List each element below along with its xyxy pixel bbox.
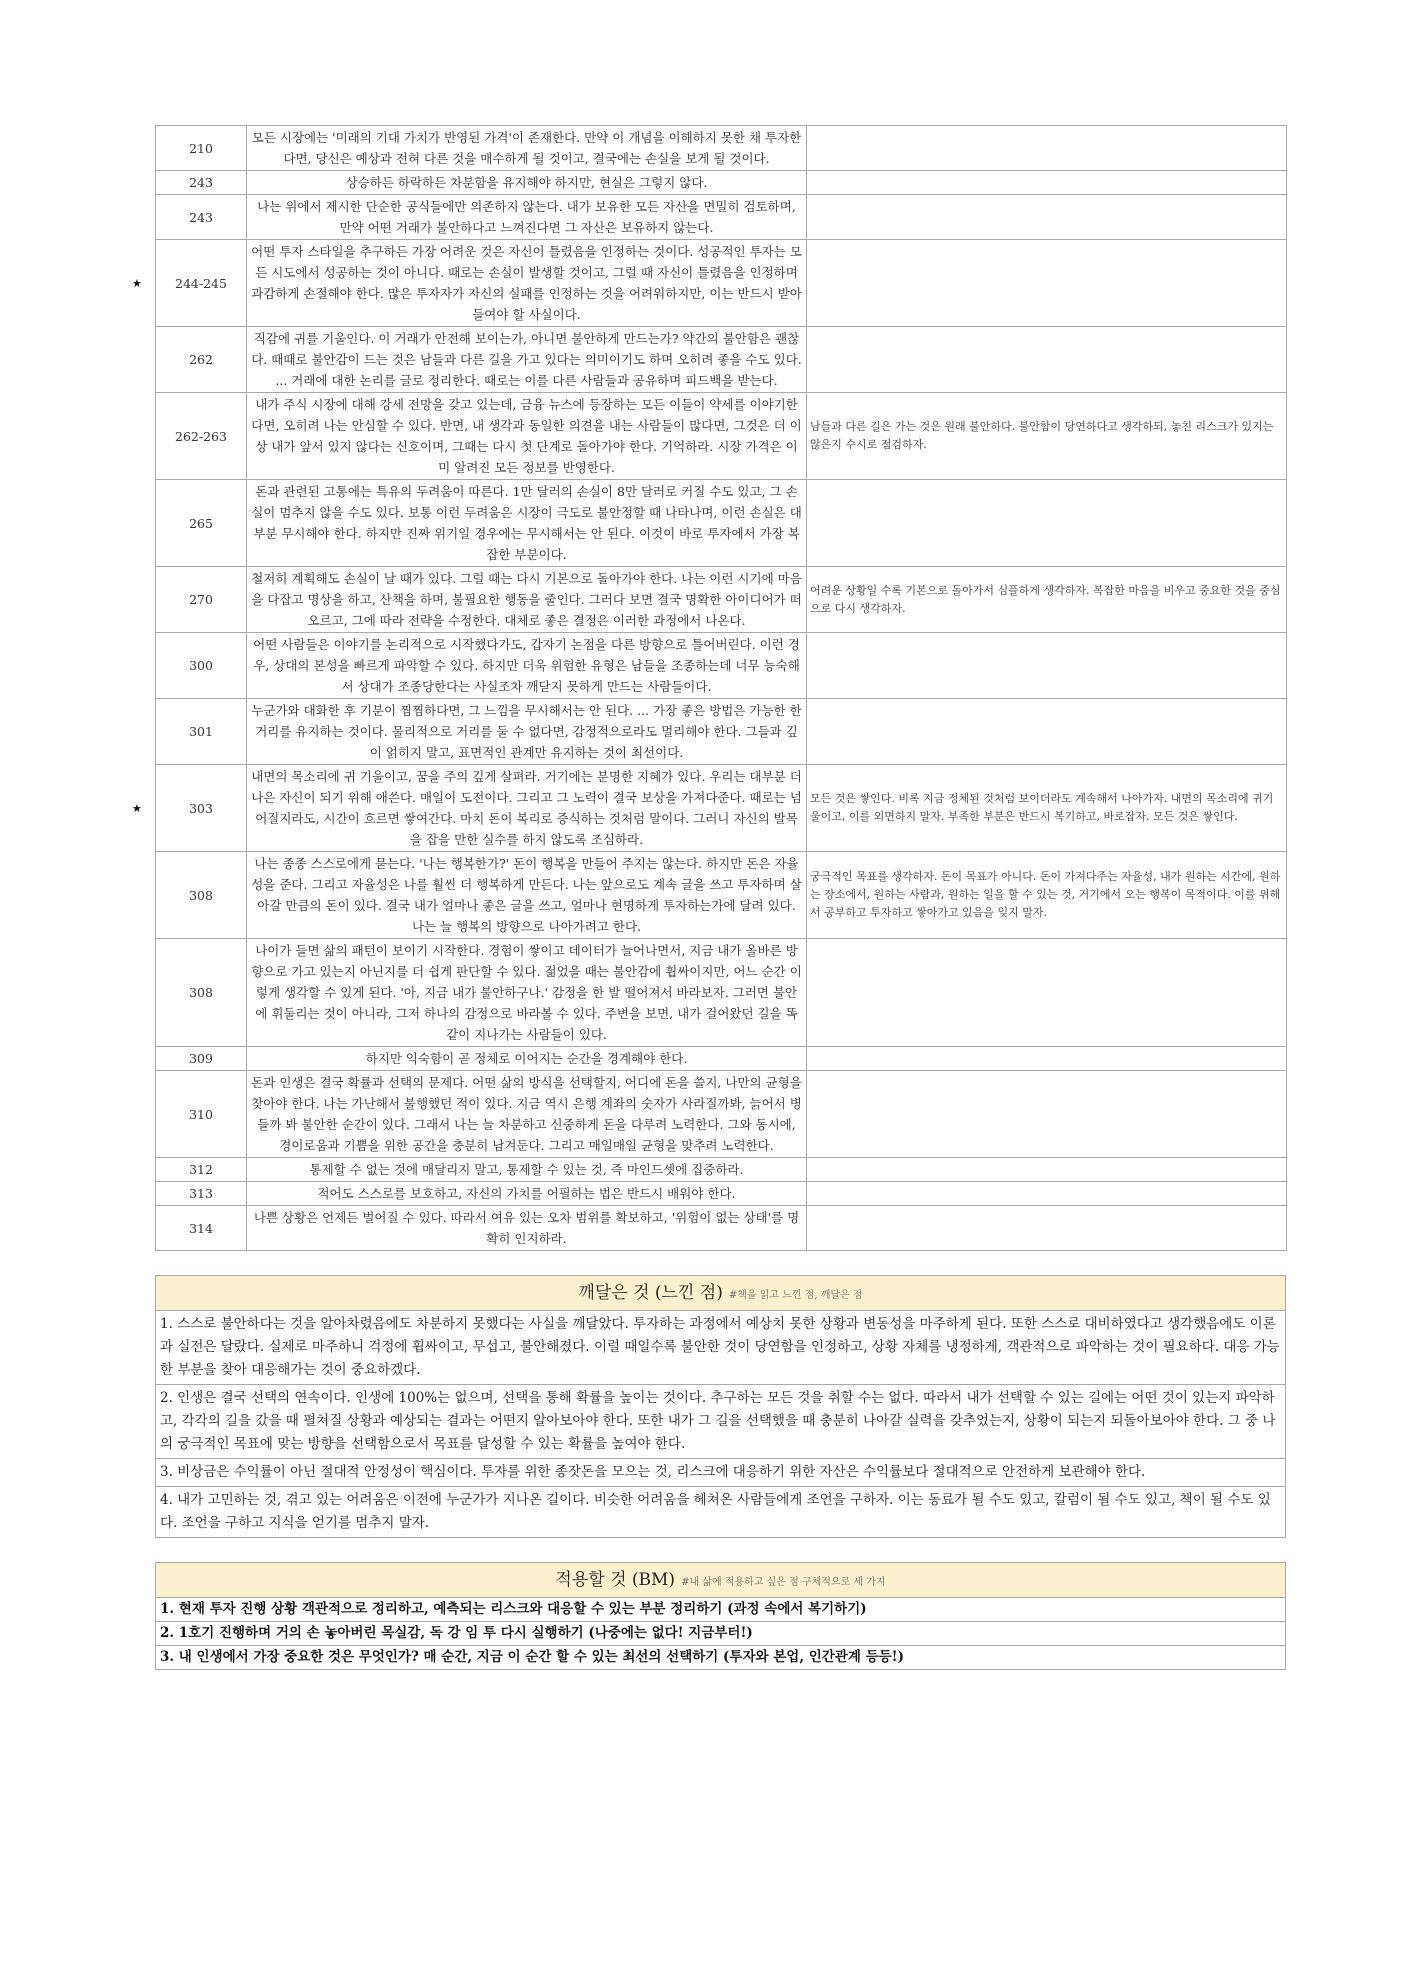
note-text bbox=[807, 1206, 1287, 1251]
note-text bbox=[807, 699, 1287, 765]
insight-item: 2. 인생은 결국 선택의 연속이다. 인생에 100%는 없으며, 선택을 통해 확률을 높이는 것이다. 추구하는 모든 것을 취할 수는 없다. 따라서 내가 선택할 수 있는 길에는 어떤 것이 있는지 파악하고, 각각의 길을 갔을 때 펼쳐질 상황과 예상되는 결과는 어떤지 알아보아야 한다. 또한 내가 그 길을 선택했을 때 충분히 나아갈 실력을 갖추었는지, 상황이 되는지 되돌아보아야 한다. 그 중 나의 궁극적인 목표에 맞는 방향을 선택함으로서 목표를 달성할 수 있는 확률을 높여야 한다. bbox=[156, 1384, 1285, 1458]
quote-row bbox=[156, 393, 1287, 480]
actions-subtitle: #내 삶에 적용하고 싶은 점 구체적으로 세 가지 bbox=[681, 1577, 886, 1588]
actions-section bbox=[155, 1562, 1286, 1670]
quote-text: 내가 주식 시장에 대해 강세 전망을 갖고 있는데, 금융 뉴스에 등장하는 모든 이들이 약세를 이야기한다면, 오히려 나는 안심할 수 있다. 반면, 내 생각과 동일한 의견을 내는 사람들이 많다면, 그것은 더 이상 내가 앞서 있지 않다는 신호이며, 그때는 다시 첫 단계로 돌아가야 한다. 기억하라. 시장 가격은 이미 알려진 모든 정보를 반영한다. bbox=[247, 393, 807, 480]
page-number: 308 bbox=[189, 985, 213, 1000]
page-number-cell bbox=[156, 699, 247, 765]
page-number-cell bbox=[156, 1182, 247, 1206]
quote-text: 철저히 계획해도 손실이 날 때가 있다. 그럴 때는 다시 기본으로 돌아가야 한다. 나는 이런 시기에 마음을 다잡고 명상을 하고, 산책을 하며, 불필요한 행동을 줄인다. 그러다 보면 결국 명확한 아이디어가 떠오르고, 그에 따라 전략을 수정한다. 대체로 좋은 결정은 이러한 과정에서 나온다. bbox=[247, 567, 807, 633]
quote-row bbox=[156, 567, 1287, 633]
quote-row bbox=[156, 1182, 1287, 1206]
quotes-table bbox=[132, 125, 1287, 1251]
quote-row bbox=[156, 699, 1287, 765]
note-text bbox=[807, 327, 1287, 393]
page-number-cell bbox=[156, 393, 247, 480]
actions-header bbox=[156, 1563, 1285, 1598]
quote-row bbox=[156, 240, 1287, 327]
quote-row bbox=[156, 195, 1287, 240]
page-number: 262-263 bbox=[175, 428, 227, 444]
quote-text: 적어도 스스로를 보호하고, 자신의 가치를 어필하는 법은 반드시 배워야 한다. bbox=[247, 1182, 807, 1206]
page-number: 310 bbox=[189, 1106, 213, 1122]
insights-title: 깨달은 것 (느낀 점) bbox=[578, 1283, 723, 1303]
page-number-cell bbox=[156, 1047, 247, 1071]
quote-text: 하지만 익숙함이 곧 정체로 이어지는 순간을 경계해야 한다. bbox=[247, 1047, 807, 1071]
quote-row bbox=[156, 765, 1287, 852]
quote-text: 어떤 사람들은 이야기를 논리적으로 시작했다가도, 갑자기 논점을 다른 방향으로 틀어버린다. 이런 경우, 상대의 본성을 빠르게 파악할 수 있다. 하지만 더욱 위험한 유형은 남들을 조종하는데 너무 능숙해서 상대가 조종당한다는 사실조차 깨닫지 못하게 만드는 사람들이다. bbox=[247, 633, 807, 699]
quote-row bbox=[156, 171, 1287, 195]
action-item: 3. 내 인생에서 가장 중요한 것은 무엇인가? 매 순간, 지금 이 순간 할 수 있는 최선의 선택하기 (투자와 본업, 인간관계 등등!) bbox=[156, 1645, 1285, 1669]
star-icon: ★ bbox=[132, 801, 142, 815]
note-text bbox=[807, 240, 1287, 327]
page-number: 300 bbox=[189, 658, 213, 673]
page-number-cell bbox=[156, 1158, 247, 1182]
page-number: 244-245 bbox=[175, 275, 227, 291]
page-number: 243 bbox=[189, 175, 213, 190]
page-number-cell bbox=[156, 939, 247, 1047]
insight-item: 1. 스스로 불안하다는 것을 알아차렸음에도 차분하지 못했다는 사실을 깨달았다. 투자하는 과정에서 예상치 못한 상황과 변동성을 마주하게 된다. 또한 스스로 대비하였다고 생각했음에도 이론과 실전은 달랐다. 실제로 마주하니 걱정에 휩싸이고, 무섭고, 불안해졌다. 이럴 때일수록 불안한 것이 당연함을 인정하고, 상황 자체를 냉정하게, 객관적으로 파악하는 것이 필요하다. 대응 가능한 부분을 찾아 대응해가는 것이 중요하겠다. bbox=[160, 1316, 1280, 1378]
page-number-cell bbox=[156, 1071, 247, 1158]
note-text: 남들과 다른 길은 가는 것은 원래 불안하다. 불안함이 당연하다고 생각하되, 놓친 리스크가 있지는 않은지 수시로 점검하자. bbox=[807, 393, 1287, 480]
quote-row bbox=[156, 1158, 1287, 1182]
quotes-table-body bbox=[132, 126, 1287, 1251]
quote-row bbox=[156, 480, 1287, 567]
note-text bbox=[807, 1047, 1287, 1071]
note-text bbox=[807, 1071, 1287, 1158]
action-item: 2. 1호기 진행하며 거의 손 놓아버린 목실감, 독 강 임 투 다시 실행하기 (나중에는 없다! 지금부터!) bbox=[156, 1621, 1285, 1645]
quote-text: 나는 종종 스스로에게 묻는다. '나는 행복한가?' 돈이 행복을 만들어 주지는 않는다. 하지만 돈은 자율성을 준다. 그리고 자율성은 나를 훨씬 더 행복하게 만든다. 나는 앞으로도 계속 글을 쓰고 투자하며 살아갈 만큼의 돈이 있다. 결국 내가 얼마나 좋은 글을 쓰고, 얼마나 현명하게 투자하는가에 달려 있다. 나는 늘 행복의 방향으로 나아가려고 한다. bbox=[247, 852, 807, 939]
quote-text: 통제할 수 없는 것에 매달리지 말고, 통제할 수 있는 것, 즉 마인드셋에 집중하라. bbox=[247, 1158, 807, 1182]
page-number-cell bbox=[132, 240, 247, 327]
quote-row bbox=[156, 633, 1287, 699]
page-number: 314 bbox=[189, 1220, 213, 1236]
note-text: 궁극적인 목표를 생각하자. 돈이 목표가 아니다. 돈이 가져다주는 자율성, 내가 원하는 시간에, 원하는 장소에서, 원하는 사람과, 원하는 일을 할 수 있는 것, 거기에서 오는 행복이 목적이다. 이를 위해서 공부하고 투자하고 쌓아가고 있음을 잊지 말자. bbox=[807, 852, 1287, 939]
actions-title: 적용할 것 (BM) bbox=[555, 1570, 676, 1590]
quote-row bbox=[156, 126, 1287, 171]
insights-subtitle: #책을 읽고 느낀 점, 깨달은 점 bbox=[728, 1290, 863, 1301]
page-number-cell bbox=[132, 765, 247, 852]
insight-item: 4. 내가 고민하는 것, 겪고 있는 어려움은 이전에 누군가가 지나온 길이다. 비슷한 어려움을 헤쳐온 사람들에게 조언을 구하자. 이는 동료가 될 수도 있고, 칼럼이 될 수도 있고, 책이 될 수도 있다. 조언을 구하고 지식을 얻기를 멈추지 말자. bbox=[156, 1486, 1285, 1537]
page-number-cell bbox=[156, 327, 247, 393]
note-text bbox=[807, 1182, 1287, 1206]
note-text bbox=[807, 939, 1287, 1047]
quote-row bbox=[156, 852, 1287, 939]
note-text: 어려운 상황일 수록 기본으로 돌아가서 심플하게 생각하자. 복잡한 마음을 비우고 중요한 것을 중심으로 다시 생각하자. bbox=[807, 567, 1287, 633]
insights-section bbox=[155, 1275, 1286, 1538]
page-number: 308 bbox=[189, 887, 213, 903]
page-number: 243 bbox=[189, 209, 213, 225]
page bbox=[132, 125, 1286, 1670]
star-icon: ★ bbox=[132, 276, 142, 290]
quote-text: 나이가 들면 삶의 패턴이 보이기 시작한다. 경험이 쌓이고 데이터가 늘어나면서, 지금 내가 올바른 방향으로 가고 있는지 아닌지를 더 쉽게 판단할 수 있다. 젊었을 때는 불안감에 휩싸이지만, 어느 순간 이렇게 생각할 수 있게 된다. '아, 지금 내가 불안하구나.' 감정을 한 발 떨어져서 바라보자. 그러면 불안에 휘둘리는 것이 아니라, 그저 하나의 감정으로 바라볼 수 있다. 주변을 보면, 내가 걸어왔던 길을 똑같이 지나가는 사람들이 있다. bbox=[247, 939, 807, 1047]
page-number: 301 bbox=[189, 724, 213, 739]
note-text bbox=[807, 195, 1287, 240]
quote-text: 직감에 귀를 기울인다. 이 거래가 안전해 보이는가, 아니면 불안하게 만드는가? 약간의 불안함은 괜찮다. 때때로 불안감이 드는 것은 남들과 다른 길을 가고 있다는 의미이기도 하며 오히려 좋을 수도 있다. ... 거래에 대한 논리를 글로 정리한다. 때로는 이를 다른 사람들과 공유하며 피드백을 받는다. bbox=[247, 327, 807, 393]
page-number-cell bbox=[156, 171, 247, 195]
page-number: 309 bbox=[189, 1051, 213, 1066]
quote-text: 상승하든 하락하든 차분함을 유지해야 하지만, 현실은 그렇지 않다. bbox=[247, 171, 807, 195]
page-number: 313 bbox=[189, 1186, 213, 1201]
page-number-cell bbox=[156, 480, 247, 567]
page-number: 210 bbox=[189, 140, 213, 156]
quote-row bbox=[156, 939, 1287, 1047]
insight-item: 3. 비상금은 수익률이 아닌 절대적 안정성이 핵심이다. 투자를 위한 종잣돈을 모으는 것, 리스크에 대응하기 위한 자산은 수익률보다 절대적으로 안전하게 보관해야 한다. bbox=[156, 1458, 1285, 1486]
quote-row bbox=[156, 327, 1287, 393]
page-number-cell bbox=[156, 633, 247, 699]
quote-row bbox=[156, 1047, 1287, 1071]
action-item: 1. 현재 투자 진행 상황 객관적으로 정리하고, 예측되는 리스크와 대응할 수 있는 부분 정리하기 (과정 속에서 복기하기) bbox=[160, 1601, 867, 1617]
quote-row bbox=[156, 1206, 1287, 1251]
page-number-cell bbox=[156, 567, 247, 633]
quote-text: 돈과 관련된 고통에는 특유의 두려움이 따른다. 1만 달러의 손실이 8만 달러로 커질 수도 있고, 그 손실이 멈추지 않을 수도 있다. 보통 이런 두려움은 시장이 극도로 불안정할 때 나타나며, 이런 손실은 대부분 무시해야 한다. 하지만 진짜 위기일 경우에는 무시해서는 안 된다. 이것이 바로 투자에서 가장 복잡한 부분이다. bbox=[247, 480, 807, 567]
page-number-cell bbox=[156, 195, 247, 240]
page-number: 303 bbox=[189, 800, 213, 816]
page-number-cell bbox=[156, 852, 247, 939]
quote-text: 나쁜 상황은 언제든 벌어질 수 있다. 따라서 여유 있는 오차 범위를 확보하고, '위험이 없는 상태'를 명확히 인지하라. bbox=[247, 1206, 807, 1251]
note-text bbox=[807, 1158, 1287, 1182]
note-text bbox=[807, 126, 1287, 171]
quote-text: 누군가와 대화한 후 기분이 찜찜하다면, 그 느낌을 무시해서는 안 된다. ... 가장 좋은 방법은 가능한 한 거리를 유지하는 것이다. 물리적으로 거리를 둘 수 없다면, 감정적으로라도 멀리해야 한다. 그들과 깊이 얽히지 말고, 표면적인 관계만 유지하는 것이 최선이다. bbox=[247, 699, 807, 765]
page-number: 265 bbox=[189, 515, 213, 531]
note-text bbox=[807, 171, 1287, 195]
quote-text: 모든 시장에는 '미래의 기대 가치가 반영된 가격'이 존재한다. 만약 이 개념을 이해하지 못한 채 투자한다면, 당신은 예상과 전혀 다른 것을 매수하게 될 것이고, 결국에는 손실을 보게 될 것이다. bbox=[247, 126, 807, 171]
quote-text: 나는 위에서 제시한 단순한 공식들에만 의존하지 않는다. 내가 보유한 모든 자산을 면밀히 검토하며, 만약 어떤 거래가 불안하다고 느껴진다면 그 자산은 보유하지 않는다. bbox=[247, 195, 807, 240]
note-text: 모든 것은 쌓인다. 비록 지금 정체된 것처럼 보이더라도 계속해서 나아가자. 내면의 목소리에 귀기울이고, 이를 외면하지 말자. 부족한 부분은 반드시 복기하고, 바로잡자. 모든 것은 쌓인다. bbox=[807, 765, 1287, 852]
quote-text: 어떤 투자 스타일을 추구하든 가장 어려운 것은 자신이 틀렸음을 인정하는 것이다. 성공적인 투자는 모든 시도에서 성공하는 것이 아니다. 때로는 손실이 발생할 것이고, 그럴 때 자신이 틀렸음을 인정하며 과감하게 손절해야 한다. 많은 투자자가 자신의 실패를 인정하는 것을 어려워하지만, 이는 반드시 받아들여야 할 사실이다. bbox=[247, 240, 807, 327]
note-text bbox=[807, 480, 1287, 567]
quote-row bbox=[156, 1071, 1287, 1158]
note-text bbox=[807, 633, 1287, 699]
page-number-cell bbox=[156, 1206, 247, 1251]
page-number-cell bbox=[156, 126, 247, 171]
quote-text: 돈과 인생은 결국 확률과 선택의 문제다. 어떤 삶의 방식을 선택할지, 어디에 돈을 쓸지, 나만의 균형을 찾아야 한다. 나는 가난해서 불행했던 적이 있다. 지금 역시 은행 계좌의 숫자가 사라질까봐, 늙어서 병들까 봐 불안한 순간이 있다. 그래서 나는 늘 차분하고 신중하게 돈을 다루려 노력한다. 그와 동시에, 경이로움과 기쁨을 위한 공간을 충분히 남겨둔다. 그리고 매일매일 균형을 맞추려 노력한다. bbox=[247, 1071, 807, 1158]
page-number: 312 bbox=[189, 1162, 213, 1177]
page-number: 262 bbox=[189, 352, 213, 367]
quote-text: 내면의 목소리에 귀 기울이고, 꿈을 주의 깊게 살펴라. 거기에는 분명한 지혜가 있다. 우리는 대부분 더 나은 자신이 되기 위해 애쓴다. 매일이 도전이다. 그리고 그 노력이 결국 보상을 가져다준다. 때로는 넘어질지라도, 시간이 흐르면 쌓여간다. 마치 돈이 복리로 증식하는 것처럼 말이다. 그러니 자신의 발목을 잡을 만한 실수를 하지 않도록 조심하라. bbox=[247, 765, 807, 852]
insights-header bbox=[156, 1276, 1285, 1311]
page-number: 270 bbox=[189, 592, 213, 607]
